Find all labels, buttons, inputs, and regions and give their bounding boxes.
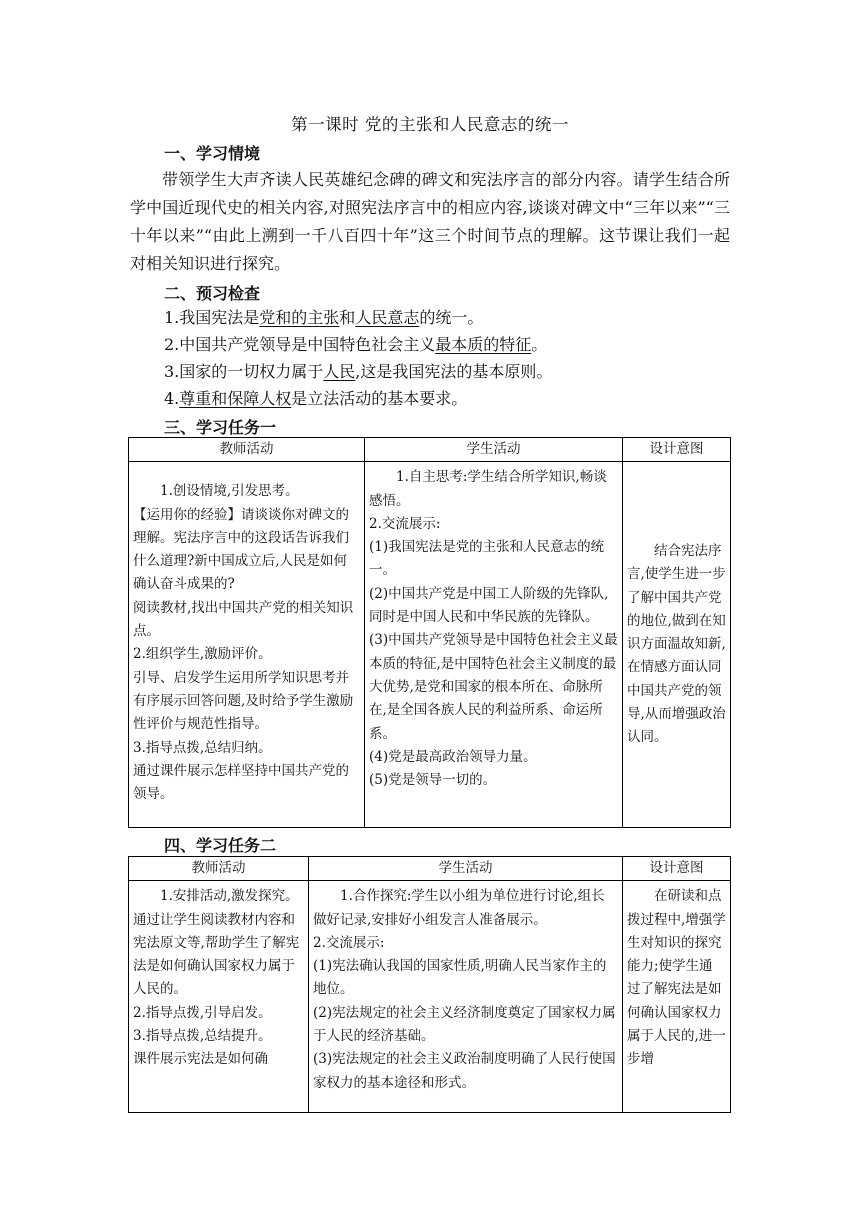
cell-line: 2.指导点拨,引导启发。 <box>133 1004 272 1021</box>
preview-answer: 人民意志 <box>355 308 420 327</box>
preview-answer: 最本质的特征 <box>435 335 532 354</box>
header-teacher: 教师活动 <box>129 438 365 462</box>
cell-line: (1)宪法确认我国的国家性质,明确人民当家作主的地位。 <box>313 958 607 998</box>
preview-item <box>164 305 483 328</box>
cell-line: (2)中国共产党是中国工人阶级的先锋队,同时是中国人民和中华民族的先锋队。 <box>369 585 609 626</box>
cell-line: 【运用你的经验】请谈谈你对碑文的理解。宪法序言中的这段话告诉我们什么道理?新中国成立后,人民是如何确认奋斗成果的? <box>133 506 349 593</box>
cell-line: (3)中国共产党领导是中国特色社会主义最本质的特征,是中国特色社会主义制度的最大优势,是党和国家的根本所在、命脉所在,是全国各族人民的利益所系、命运所系。 <box>369 632 618 742</box>
cell-line: 2.组织学生,激励评价。 <box>133 646 272 663</box>
task1-intent-text: 结合宪法序言,使学生进一步了解中国共产党的地位,做到在知识方面温故知新,在情感方面认同中国共产党的领导,从而增强政治认同。 <box>627 542 726 746</box>
cell-line: 通过让学生阅读教材内容和宪法原文等,帮助学生了解宪法是如何确认国家权力属于人民的。 <box>133 911 300 998</box>
preview-item <box>164 386 467 409</box>
cell-line: (3)宪法规定的社会主义政治制度明确了人民行使国家权力的基本途径和形式。 <box>313 1051 616 1091</box>
section-heading-context: 一、学习情境 <box>164 144 261 163</box>
cell-line: (2)宪法规定的社会主义经济制度奠定了国家权力属于人民的经济基础。 <box>313 1004 616 1045</box>
task2-teacher-cell <box>129 881 309 1113</box>
cell-line: (5)党是领导一切的。 <box>369 772 497 789</box>
cell-line: 1.创设情境,引发思考。 <box>160 483 299 500</box>
task2-intent-cell <box>623 881 731 1113</box>
cell-line: 阅读教材,找出中国共产党的相关知识点。 <box>133 599 354 640</box>
section-heading-task1: 三、学习任务一 <box>164 418 277 437</box>
section-heading-preview: 二、预习检查 <box>164 284 261 303</box>
cell-line: 1.安排活动,激发探究。 <box>160 888 299 905</box>
cell-line: (4)党是最高政治领导力量。 <box>369 748 537 765</box>
preview-text: 是立法活动的基本要求。 <box>291 389 468 408</box>
cell-line: 1.自主思考:学生结合所学知识,畅谈感悟。 <box>369 469 607 509</box>
task2-header-row <box>129 857 731 881</box>
cell-line: 1.合作探究:学生以小组为单位进行讨论,组长做好记录,安排好小组发言人准备展示。 <box>313 888 605 928</box>
task1-header-row <box>129 438 731 462</box>
preview-answer: 党和的主张 <box>259 308 340 327</box>
preview-item <box>164 332 547 355</box>
preview-answer: 人民 <box>323 362 356 381</box>
preview-item <box>164 359 552 382</box>
cell-line: (1)我国宪法是党的主张和人民意志的统一。 <box>369 539 605 579</box>
preview-text: 3.国家的一切权力属于 <box>164 362 324 381</box>
task2-content-row <box>129 881 731 1113</box>
cell-line: 通过课件展示怎样坚持中国共产党的领导。 <box>133 762 349 803</box>
preview-text: 和 <box>339 308 356 327</box>
preview-text: 4. <box>164 389 180 408</box>
cell-line: 3.指导点拨,总结提升。 <box>133 1028 272 1045</box>
task1-intent-cell <box>623 462 731 828</box>
cell-line: 引导、启发学生运用所学知识思考并有序展示回答问题,及时给予学生激励性评价与规范性指导。 <box>133 669 354 733</box>
header-student: 学生活动 <box>365 438 623 462</box>
header-teacher: 教师活动 <box>129 857 309 881</box>
section-heading-task2: 四、学习任务二 <box>164 836 277 855</box>
preview-answer: 尊重和保障人权 <box>179 389 292 408</box>
cell-line: 3.指导点拨,总结归纳。 <box>133 739 272 756</box>
preview-text: ,这是我国宪法的基本原则。 <box>355 362 553 381</box>
cell-line: 课件展示宪法是如何确 <box>133 1051 268 1068</box>
task1-teacher-cell <box>129 462 365 828</box>
preview-text: 1.我国宪法是 <box>164 308 260 327</box>
task2-table <box>128 856 731 1113</box>
header-intent: 设计意图 <box>623 438 731 462</box>
task1-table <box>128 437 731 828</box>
cell-line: 2.交流展示: <box>369 515 441 532</box>
task2-student-cell <box>309 881 623 1113</box>
task1-content-row <box>129 462 731 828</box>
cell-line: 2.交流展示: <box>313 934 385 951</box>
lesson-title: 第一课时 党的主张和人民意志的统一 <box>291 115 569 134</box>
task1-student-cell <box>365 462 623 828</box>
preview-text: 。 <box>531 335 548 354</box>
preview-text: 2.中国共产党领导是中国特色社会主义 <box>164 335 436 354</box>
header-student: 学生活动 <box>309 857 623 881</box>
preview-text: 的统一。 <box>419 308 484 327</box>
context-paragraph: 带领学生大声齐读人民英雄纪念碑的碑文和宪法序言的部分内容。请学生结合所学中国近现代史的相关内容,对照宪法序言中的相应内容,谈谈对碑文中“三年以来”“三十年以来”“由此上溯到一千八百四十年”这三个时间节点的理解。这节课让我们一起对相关知识进行探究。 <box>130 170 730 273</box>
task2-intent-text: 在研读和点拨过程中,增强学生对知识的探究能力;使学生通过了解宪法是如何确认国家权力属于人民的,进一步增 <box>627 888 726 1068</box>
header-intent: 设计意图 <box>623 857 731 881</box>
